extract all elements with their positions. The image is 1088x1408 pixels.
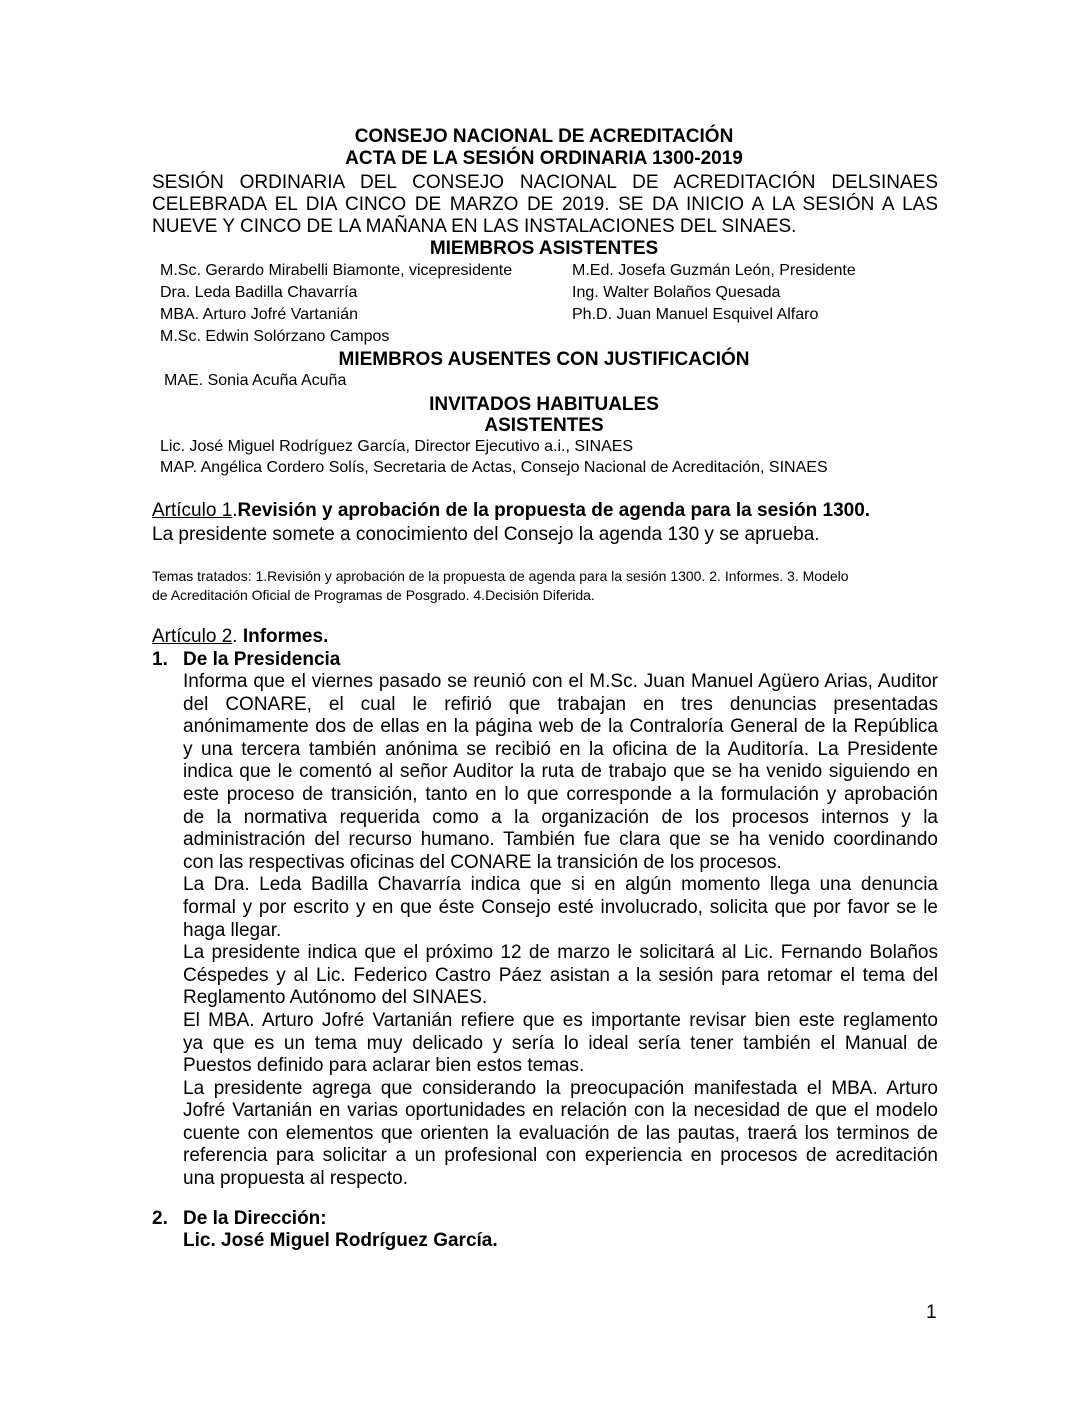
p1-line-6: este proceso de transición, tanto en lo que corresponde a la formulación y aprobación: [183, 783, 938, 805]
item-1-number: 1.: [152, 649, 168, 670]
p1-line-7: de la normativa requerida como a la organización de los procesos internos y la: [183, 806, 938, 828]
p2-line-2: formal y por escrito y en que éste Consejo esté involucrado, solicita que por favor se le: [183, 896, 938, 918]
intro-line-3: NUEVE Y CINCO DE LA MAÑANA EN LAS INSTALACIONES DEL SINAES.: [152, 216, 797, 237]
p5-line-5: una propuesta al respecto.: [183, 1168, 408, 1190]
header-session: ACTA DE LA SESIÓN ORDINARIA 1300-2019: [345, 148, 743, 169]
guest-2: MAP. Angélica Cordero Solís, Secretaria de Actas, Consejo Nacional de Acreditación, SINAES: [160, 459, 828, 476]
p3-line-3: Reglamento Autónomo del SINAES.: [183, 987, 488, 1009]
article-2-label: Artículo 2: [152, 626, 233, 647]
p1-line-4: y una tercera también anónima se recibió en la oficina de la Auditoría. La Presidente: [183, 738, 938, 760]
p1-line-9: con las respectivas oficinas del CONARE la transición de los procesos.: [183, 851, 782, 873]
p4-line-1: El MBA. Arturo Jofré Vartanián refiere que es importante revisar bien este reglamento: [183, 1009, 938, 1031]
article-1-heading: [152, 500, 870, 522]
attendee-right-2: Ing. Walter Bolaños Quesada: [572, 284, 781, 301]
p3-line-1: La presidente indica que el próximo 12 de marzo le solicitará al Lic. Fernando Bolaños: [183, 942, 938, 964]
p2-line-1: La Dra. Leda Badilla Chavarría indica que si en algún momento llega una denuncia: [183, 874, 938, 896]
p1-line-3: anónimamente dos de ellas en la página web de la Contraloría General de la República: [183, 716, 938, 738]
article-1-text: La presidente somete a conocimiento del Consejo la agenda 130 y se aprueba.: [152, 524, 820, 545]
p1-line-2: del CONARE, el cual le refirió que trabajan en tres denuncias presentadas: [183, 693, 938, 715]
p5-line-4: referencia para solicitar a un profesional con experiencia en procesos de acreditación: [183, 1145, 938, 1167]
p2-line-3: haga llegar.: [183, 919, 282, 941]
topics-line-2: de Acreditación Oficial de Programas de Posgrado. 4.Decisión Diferida.: [152, 587, 595, 603]
item-1-title: De la Presidencia: [183, 649, 341, 670]
item-2-subtitle: Lic. José Miguel Rodríguez García.: [183, 1230, 498, 1251]
article-2-heading: [152, 626, 328, 648]
item-2-title: De la Dirección:: [183, 1208, 327, 1229]
p1-line-5: indica que le comentó al señor Auditor la ruta de trabajo que se ha venido siguiendo en: [183, 761, 938, 783]
absent-title: MIEMBROS AUSENTES CON JUSTIFICACIÓN: [338, 349, 750, 370]
p3-line-2: Céspedes y al Lic. Federico Castro Páez asistan a la sesión para retomar el tema del: [183, 964, 938, 986]
attendee-left-3: MBA. Arturo Jofré Vartanián: [160, 306, 359, 323]
attendee-right-1: M.Ed. Josefa Guzmán León, Presidente: [572, 262, 856, 279]
header-title: CONSEJO NACIONAL DE ACREDITACIÓN: [354, 126, 734, 147]
article-1-label: Artículo 1: [152, 500, 233, 521]
p5-line-2: Jofré Vartanián en varias oportunidades en relación con la necesidad de que el modelo: [183, 1100, 938, 1122]
p4-line-2: ya que es un tema muy delicado y sería lo ideal sería tener también el Manual de: [183, 1032, 938, 1054]
page-number: 1: [926, 1302, 937, 1323]
item-1-body: [183, 671, 938, 1191]
topics-line-1: Temas tratados: 1.Revisión y aprobación de la propuesta de agenda para la sesión 1300. 2. Informes. 3. Modelo: [152, 568, 849, 584]
attendee-right-3: Ph.D. Juan Manuel Esquivel Alfaro: [572, 306, 819, 323]
item-2-number: 2.: [152, 1208, 168, 1229]
attendee-left-1: M.Sc. Gerardo Mirabelli Biamonte, vicepresidente: [160, 262, 513, 279]
guest-1: Lic. José Miguel Rodríguez García, Director Ejecutivo a.i., SINAES: [160, 438, 634, 455]
article-2-title: Informes.: [242, 626, 329, 647]
guests-title: INVITADOS HABITUALES: [429, 394, 659, 415]
intro-line-2: CELEBRADA EL DIA CINCO DE MARZO DE 2019. SE DA INICIO A LA SESIÓN A LAS: [152, 194, 938, 215]
p1-line-1: Informa que el viernes pasado se reunió con el M.Sc. Juan Manuel Agüero Arias, Auditor: [183, 671, 938, 692]
attendee-left-4: M.Sc. Edwin Solórzano Campos: [160, 328, 390, 345]
p5-line-3: cuente con elementos que orienten la evaluación de las pautas, traerá los terminos de: [183, 1122, 938, 1144]
p1-line-8: administración del recurso humano. También fue clara que se ha venido coordinando: [183, 829, 938, 851]
absent-member-1: MAE. Sonia Acuña Acuña: [164, 372, 347, 389]
attendees-title: MIEMBROS ASISTENTES: [429, 238, 659, 259]
article-1-sep: .: [232, 500, 238, 521]
p5-line-1: La presidente agrega que considerando la preocupación manifestada el MBA. Arturo: [183, 1077, 938, 1099]
attendee-left-2: Dra. Leda Badilla Chavarría: [160, 284, 358, 301]
article-2-sep: .: [232, 626, 243, 647]
guests-subtitle: ASISTENTES: [484, 415, 604, 436]
intro-line-1: SESIÓN ORDINARIA DEL CONSEJO NACIONAL DE ACREDITACIÓN DELSINAES: [152, 172, 938, 193]
p4-line-3: Puestos definido para aclarar bien estos temas.: [183, 1055, 585, 1077]
article-1-title: Revisión y aprobación de la propuesta de agenda para la sesión 1300.: [237, 500, 871, 521]
